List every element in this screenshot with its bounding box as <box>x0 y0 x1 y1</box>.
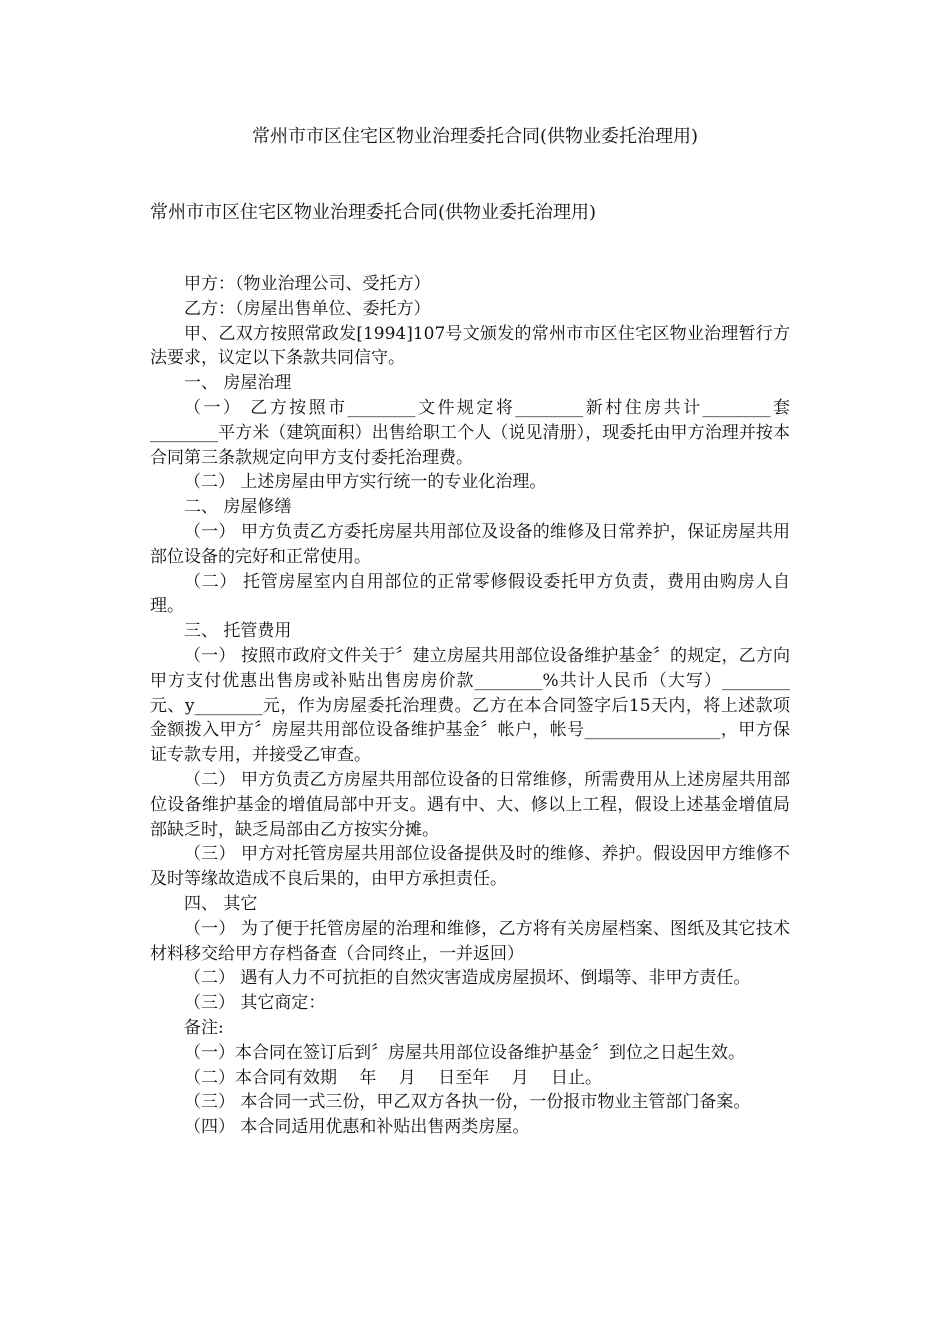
document-body <box>150 272 790 1140</box>
section-heading: 四、 其它 <box>184 893 258 914</box>
paragraph: （三） 其它商定： <box>184 993 326 1014</box>
paragraph: （二） 遇有人力不可抗拒的自然灾害造成房屋损坏、倒塌等、非甲方责任。 <box>184 968 751 989</box>
paragraph: （四） 本合同适用优惠和补贴出售两类房屋。 <box>184 1117 530 1138</box>
paragraph: （二） 甲方负责乙方房屋共用部位设备的日常维修，所需费用从上述房屋共用部位设备维护基金的增值局部中开支。遇有中、大、修以上工程，假设上述基金增值局部缺乏时，缺乏局部由乙方按实分摊。 <box>150 769 790 840</box>
paragraph: （一） 按照市政府文件关于〞建立房屋共用部位设备维护基金〞的规定，乙方向甲方支付优惠出售房或补贴出售房房价款________%共计人民币（大写）________元、y________元，作为房屋委托治理费。乙方在本合同签字后15天内，将上述款项金额拨入甲方〞房屋共用部位设备维护基金〞帐户，帐号________________，甲方保证专款专用，并接受乙审查。 <box>150 645 790 766</box>
section-heading: 一、 房屋治理 <box>184 373 292 394</box>
paragraph: （一） 乙方按照市________文件规定将________新村住房共计________套________平方米（建筑面积）出售给职工个人（说见清册），现委托由甲方治理并按本合同第三条款规定向甲方支付委托治理费。 <box>150 397 790 468</box>
document-subtitle: 常州市市区住宅区物业治理委托合同(供物业委托治理用) <box>150 202 597 223</box>
document-title: 常州市市区住宅区物业治理委托合同(供物业委托治理用) <box>251 126 699 147</box>
paragraph: （二） 托管房屋室内自用部位的正常零修假设委托甲方负责，费用由购房人自理。 <box>150 571 790 617</box>
paragraph: （一）本合同在签订后到〞房屋共用部位设备维护基金〞到位之日起生效。 <box>184 1042 745 1063</box>
paragraph: （二）本合同有效期 年 月 日至年 月 日止。 <box>184 1067 603 1088</box>
notes-heading: 备注: <box>184 1017 224 1038</box>
paragraph: （一） 为了便于托管房屋的治理和维修，乙方将有关房屋档案、图纸及其它技术材料移交给甲方存档备查（合同终止，一并返回） <box>150 918 790 964</box>
section-heading: 二、 房屋修缮 <box>184 497 292 518</box>
paragraph: 甲、乙双方按照常政发[1994]107号文颁发的常州市市区住宅区物业治理暂行方法要求，议定以下条款共同信守。 <box>150 323 790 369</box>
paragraph: 乙方：（房屋出售单位、委托方） <box>184 298 431 319</box>
paragraph: （三） 甲方对托管房屋共用部位设备提供及时的维修、养护。假设因甲方维修不及时等缘故造成不良后果的，由甲方承担责任。 <box>150 844 790 890</box>
paragraph: （二） 上述房屋由甲方实行统一的专业化治理。 <box>184 472 547 493</box>
paragraph: （一） 甲方负责乙方委托房屋共用部位及设备的维修及日常养护，保证房屋共用部位设备的完好和正常使用。 <box>150 521 790 567</box>
paragraph: 甲方：（物业治理公司、受托方） <box>184 274 431 294</box>
paragraph: （三） 本合同一式三份，甲乙双方各执一份，一份报市物业主管部门备案。 <box>184 1092 751 1113</box>
section-heading: 三、 托管费用 <box>184 621 292 642</box>
